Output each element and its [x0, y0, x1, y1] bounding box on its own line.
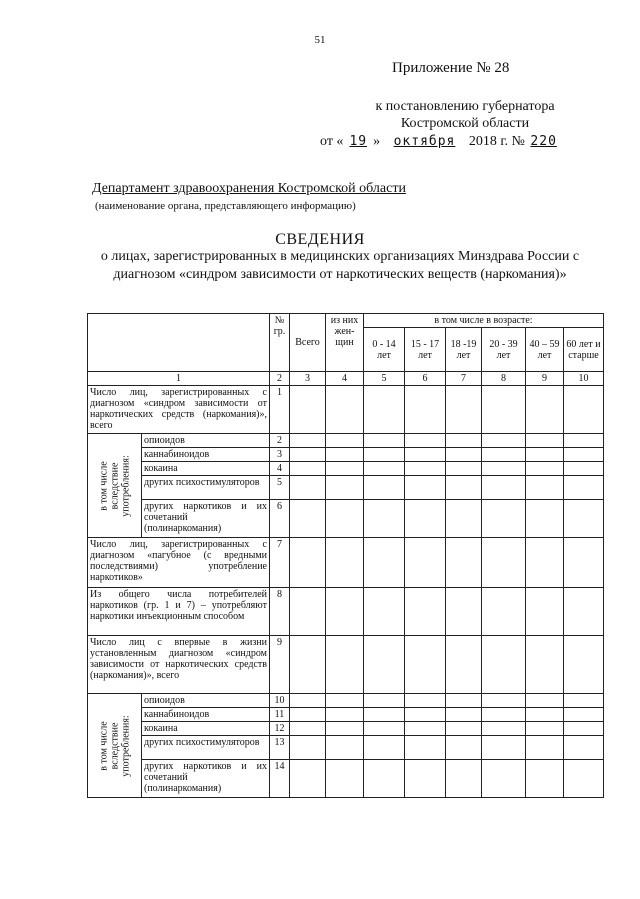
data-cell[interactable]	[290, 694, 326, 708]
table-row	[88, 386, 604, 434]
data-cell[interactable]	[482, 462, 526, 476]
col-number: 3	[290, 372, 326, 386]
group-label-2: в том числе вследствие употребления:	[88, 694, 142, 798]
row-label: Число лиц с впервые в жизни установленным диагнозом «синдром зависимости от наркотических средств (наркомания)», всего	[88, 636, 270, 694]
row-number: 9	[270, 636, 290, 694]
data-cell[interactable]	[364, 476, 405, 500]
header-age-5: 60 лет и старше	[564, 328, 604, 372]
row-number: 8	[270, 588, 290, 636]
row-number: 3	[270, 448, 290, 462]
decree-line-1: к постановлению губернатора	[375, 99, 555, 114]
row-label: кокаина	[142, 462, 270, 476]
row-label: кокаина	[142, 722, 270, 736]
header-women: из них жен-щин	[326, 314, 364, 372]
department-name: Департамент здравоохранения Костромской области	[92, 181, 406, 196]
data-cell[interactable]	[326, 448, 364, 462]
data-cell[interactable]	[326, 434, 364, 448]
header-total: Всего	[290, 314, 326, 372]
col-number: 2	[270, 372, 290, 386]
data-cell[interactable]	[446, 434, 482, 448]
table-row	[88, 476, 604, 500]
header-age-0: 0 - 14 лет	[364, 328, 405, 372]
data-cell[interactable]	[326, 588, 364, 636]
row-number: 11	[270, 708, 290, 722]
data-cell[interactable]	[526, 462, 564, 476]
group-label-1: в том числе вследствие употребления:	[88, 434, 142, 538]
data-cell[interactable]	[364, 500, 405, 538]
header-age-3: 20 - 39 лет	[482, 328, 526, 372]
header-age-2: 18 -19 лет	[446, 328, 482, 372]
data-cell[interactable]	[446, 448, 482, 462]
data-cell[interactable]	[326, 760, 364, 798]
header-age-1: 15 - 17 лет	[405, 328, 446, 372]
row-label: других психостимуляторов	[142, 476, 270, 500]
data-cell[interactable]	[564, 434, 604, 448]
data-cell[interactable]	[405, 500, 446, 538]
table-row	[88, 760, 604, 798]
data-cell[interactable]	[326, 636, 364, 694]
data-cell[interactable]	[564, 760, 604, 798]
row-number: 1	[270, 386, 290, 434]
data-cell[interactable]	[326, 500, 364, 538]
data-cell[interactable]	[364, 462, 405, 476]
data-cell[interactable]	[364, 708, 405, 722]
data-cell[interactable]	[290, 386, 326, 434]
data-cell[interactable]	[564, 476, 604, 500]
table-row	[88, 708, 604, 722]
col-number: 8	[482, 372, 526, 386]
col-number: 10	[564, 372, 604, 386]
header-age-group: в том числе в возрасте:	[364, 314, 604, 328]
data-cell[interactable]	[290, 462, 326, 476]
col-number: 7	[446, 372, 482, 386]
data-cell[interactable]	[526, 708, 564, 722]
data-cell[interactable]	[364, 760, 405, 798]
data-cell[interactable]	[446, 694, 482, 708]
row-number: 7	[270, 538, 290, 588]
data-cell[interactable]	[326, 722, 364, 736]
row-number: 4	[270, 462, 290, 476]
data-cell[interactable]	[364, 736, 405, 760]
header-num: № гр.	[270, 314, 290, 372]
table-row	[88, 694, 604, 708]
row-label: каннабиноидов	[142, 708, 270, 722]
date-separator: »	[373, 134, 381, 149]
table-row	[88, 538, 604, 588]
data-cell[interactable]	[526, 476, 564, 500]
data-cell[interactable]	[326, 694, 364, 708]
row-number: 13	[270, 736, 290, 760]
data-cell[interactable]	[446, 386, 482, 434]
data-cell[interactable]	[482, 722, 526, 736]
col-number: 1	[88, 372, 270, 386]
col-number: 5	[364, 372, 405, 386]
date-month: октября	[393, 134, 456, 149]
col-number: 9	[526, 372, 564, 386]
data-cell[interactable]	[446, 760, 482, 798]
data-cell[interactable]	[526, 736, 564, 760]
document-subtitle: о лицах, зарегистрированных в медицинских организациях Минздрава России с диагнозом «синдром зависимости от наркотических веществ (наркомания)»	[100, 249, 580, 282]
data-cell[interactable]	[405, 462, 446, 476]
row-label: опиоидов	[142, 434, 270, 448]
row-label: других психостимуляторов	[142, 736, 270, 760]
data-cell[interactable]	[446, 462, 482, 476]
data-cell[interactable]	[564, 462, 604, 476]
data-cell[interactable]	[326, 462, 364, 476]
row-number: 2	[270, 434, 290, 448]
data-cell[interactable]	[405, 588, 446, 636]
data-cell[interactable]	[290, 636, 326, 694]
data-cell[interactable]	[482, 708, 526, 722]
row-label: опиоидов	[142, 694, 270, 708]
decree-reference	[330, 98, 600, 132]
data-cell[interactable]	[526, 694, 564, 708]
data-cell[interactable]	[482, 636, 526, 694]
date-day: 19	[349, 134, 368, 149]
data-cell[interactable]	[405, 694, 446, 708]
data-cell[interactable]	[405, 434, 446, 448]
decree-line-2: Костромской области	[400, 116, 530, 131]
data-cell[interactable]	[446, 708, 482, 722]
data-cell[interactable]	[290, 448, 326, 462]
data-cell[interactable]	[564, 538, 604, 588]
date-year: 2018 г. №	[468, 134, 525, 149]
table-row	[88, 448, 604, 462]
data-cell[interactable]	[482, 448, 526, 462]
table-row	[88, 462, 604, 476]
data-cell[interactable]	[290, 500, 326, 538]
data-cell[interactable]	[564, 636, 604, 694]
data-cell[interactable]	[364, 588, 405, 636]
data-cell[interactable]	[290, 722, 326, 736]
document-title: СВЕДЕНИЯ	[275, 231, 365, 248]
data-cell[interactable]	[405, 538, 446, 588]
data-cell[interactable]	[482, 736, 526, 760]
data-cell[interactable]	[526, 588, 564, 636]
data-cell[interactable]	[564, 588, 604, 636]
report-table	[87, 313, 604, 798]
data-cell[interactable]	[526, 722, 564, 736]
data-cell[interactable]	[405, 760, 446, 798]
data-cell[interactable]	[405, 736, 446, 760]
data-cell[interactable]	[326, 736, 364, 760]
data-cell[interactable]	[526, 538, 564, 588]
row-number: 10	[270, 694, 290, 708]
data-cell[interactable]	[564, 722, 604, 736]
data-cell[interactable]	[564, 694, 604, 708]
header-age-4: 40 – 59 лет	[526, 328, 564, 372]
data-cell[interactable]	[482, 386, 526, 434]
col-number: 6	[405, 372, 446, 386]
data-cell[interactable]	[405, 386, 446, 434]
data-cell[interactable]	[364, 636, 405, 694]
decree-number: 220	[530, 134, 557, 149]
header-indicator-cell	[88, 314, 270, 372]
data-cell[interactable]	[364, 694, 405, 708]
page-number: 51	[314, 34, 326, 46]
row-label: Число лиц, зарегистрированных с диагнозом «пагубное (с вредными последствиями) употребление наркотиков»	[88, 538, 270, 588]
data-cell[interactable]	[564, 708, 604, 722]
table-row	[88, 434, 604, 448]
data-cell[interactable]	[405, 448, 446, 462]
department-note: (наименование органа, представляющего информацию)	[95, 200, 356, 212]
table-row	[88, 500, 604, 538]
table-row	[88, 588, 604, 636]
data-cell[interactable]	[290, 588, 326, 636]
data-cell[interactable]	[446, 500, 482, 538]
data-cell[interactable]	[446, 722, 482, 736]
data-cell[interactable]	[290, 760, 326, 798]
data-cell[interactable]	[364, 386, 405, 434]
data-cell[interactable]	[526, 760, 564, 798]
col-number: 4	[326, 372, 364, 386]
data-cell[interactable]	[326, 538, 364, 588]
data-cell[interactable]	[364, 448, 405, 462]
column-numbers-row	[88, 372, 604, 386]
data-cell[interactable]	[446, 476, 482, 500]
data-cell[interactable]	[446, 588, 482, 636]
data-cell[interactable]	[364, 722, 405, 736]
data-cell[interactable]	[405, 636, 446, 694]
data-cell[interactable]	[482, 694, 526, 708]
data-cell[interactable]	[290, 476, 326, 500]
row-label: других наркотиков и их сочетаний (полинаркомания)	[142, 500, 270, 538]
data-cell[interactable]	[405, 722, 446, 736]
data-cell[interactable]	[526, 636, 564, 694]
decree-date-line	[320, 134, 565, 150]
table-row	[88, 722, 604, 736]
data-cell[interactable]	[526, 386, 564, 434]
table-row	[88, 636, 604, 694]
data-cell[interactable]	[446, 736, 482, 760]
data-cell[interactable]	[405, 708, 446, 722]
data-cell[interactable]	[364, 434, 405, 448]
data-cell[interactable]	[482, 538, 526, 588]
date-prefix: от «	[320, 134, 344, 149]
data-cell[interactable]	[290, 736, 326, 760]
data-cell[interactable]	[526, 500, 564, 538]
row-number: 14	[270, 760, 290, 798]
data-cell[interactable]	[326, 708, 364, 722]
data-cell[interactable]	[482, 588, 526, 636]
row-number: 12	[270, 722, 290, 736]
data-cell[interactable]	[482, 476, 526, 500]
data-cell[interactable]	[564, 448, 604, 462]
row-number: 6	[270, 500, 290, 538]
annex-label: Приложение № 28	[392, 60, 510, 76]
row-label: других наркотиков и их сочетаний (полинаркомания)	[142, 760, 270, 798]
data-cell[interactable]	[482, 760, 526, 798]
data-cell[interactable]	[290, 538, 326, 588]
data-cell[interactable]	[526, 434, 564, 448]
data-cell[interactable]	[564, 736, 604, 760]
data-cell[interactable]	[526, 448, 564, 462]
data-cell[interactable]	[446, 636, 482, 694]
data-cell[interactable]	[326, 386, 364, 434]
data-cell[interactable]	[564, 500, 604, 538]
data-cell[interactable]	[290, 708, 326, 722]
data-cell[interactable]	[564, 386, 604, 434]
data-cell[interactable]	[482, 434, 526, 448]
table-row	[88, 736, 604, 760]
row-label: Из общего числа потребителей наркотиков (гр. 1 и 7) – употребляют наркотики инъекционным способом	[88, 588, 270, 636]
row-label: каннабиноидов	[142, 448, 270, 462]
row-label: Число лиц, зарегистрированных с диагнозом «синдром зависимости от наркотических средств (наркомания)», всего	[88, 386, 270, 434]
data-cell[interactable]	[364, 538, 405, 588]
data-cell[interactable]	[482, 500, 526, 538]
data-cell[interactable]	[290, 434, 326, 448]
data-cell[interactable]	[405, 476, 446, 500]
data-cell[interactable]	[326, 476, 364, 500]
data-cell[interactable]	[446, 538, 482, 588]
row-number: 5	[270, 476, 290, 500]
